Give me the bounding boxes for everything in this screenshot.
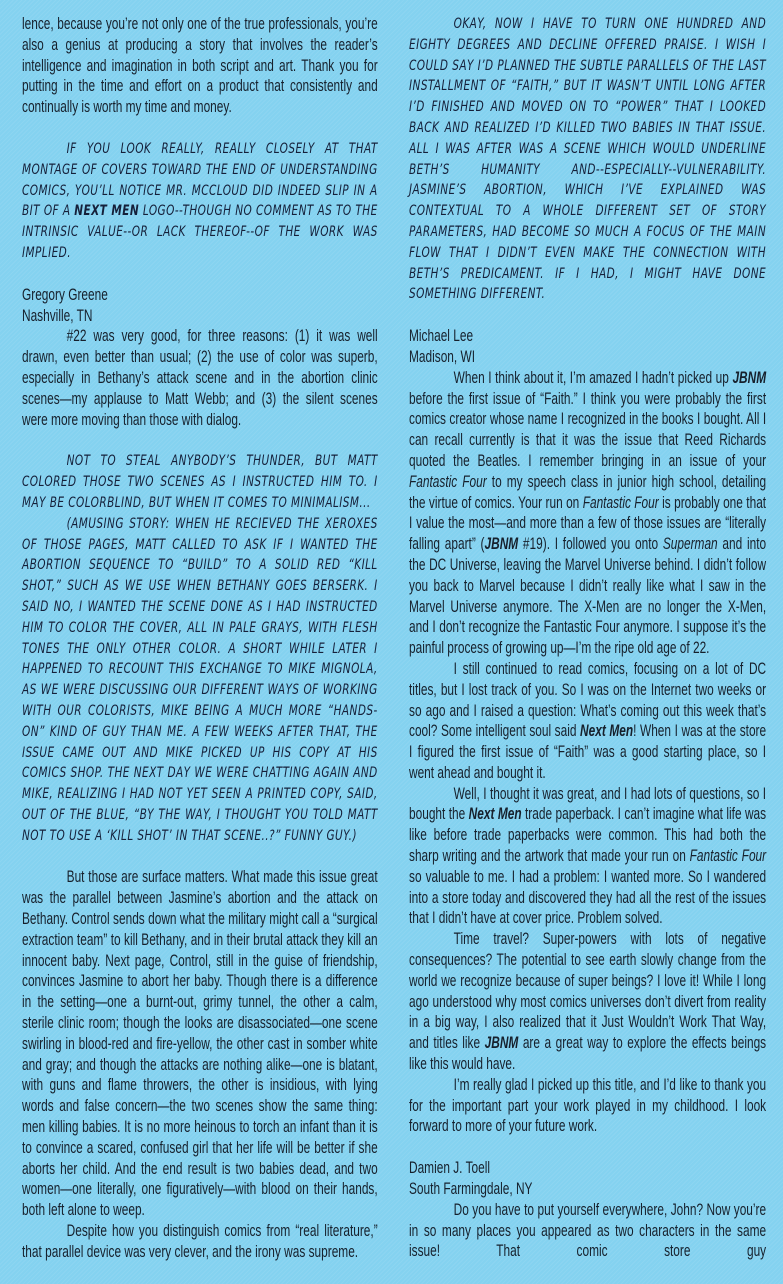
paragraph-text: so valuable to me. I had a problem: I wanted more. So I wandered into a store today and discovered they had all the rest of the issues that I didn’t have at cover price. Problem solved. xyxy=(409,867,767,928)
letter-paragraph xyxy=(409,784,766,930)
editor-reply-paragraph xyxy=(22,451,378,513)
paragraph-text: NOT TO STEAL ANYBODY’S THUNDER, BUT MATT COLORED THOSE TWO SCENES AS I INSTRUCTED HIM TO. I MAY BE COLORBLIND, BUT WHEN IT COMES TO MINIMALISM... xyxy=(22,452,378,511)
author-name: Michael Lee xyxy=(409,327,474,346)
author-name: Gregory Greene xyxy=(22,285,108,304)
editor-reply-paragraph xyxy=(409,14,766,305)
left-column xyxy=(22,14,378,1284)
paragraph-text: #19). I followed you onto xyxy=(518,535,663,554)
letter-paragraph xyxy=(22,326,378,430)
bold-title-text: JBNM xyxy=(484,1034,519,1053)
paragraph-text: Time travel? Super-powers with lots of negative consequences? The potential to see earth slowly change from the world we recognize because of super beings? I love it! While I long ago understood why most comics universes don’t divert from reality in a big way, I also realized that it Just Wouldn’t Work That Way, and titles like xyxy=(409,930,767,1053)
bold-title-text: Next Men xyxy=(468,805,522,824)
bold-title-text: JBNM xyxy=(484,535,519,554)
paragraph-text: before the first issue of “Faith.” I think you were probably the first comics creator whose name I recognized in the books I bought. All I can recall currently is that it was the issue that Reed Richards quoted the Beatles. I remember bringing in an issue of your xyxy=(409,389,767,470)
italic-title-text: Fantastic Four xyxy=(689,847,767,866)
paragraph-text: I still continued to read comics, focusing on a lot of DC titles, but I lost track of you. So I was on the Internet two weeks or so ago and I raised a question: What’s coming out this week that’s cool? Some intelligent soul said xyxy=(409,659,767,741)
italic-title-text: Superman xyxy=(662,535,718,554)
letter-paragraph xyxy=(409,1200,766,1262)
letter-paragraph xyxy=(409,659,766,784)
paragraph-text: are a great way to explore the effects beings like this would have. xyxy=(409,1034,767,1074)
author-location: South Farmingdale, NY xyxy=(409,1180,533,1199)
paragraph-text: But those are surface matters. What made this issue great was the parallel between Jasmine’s abortion and the attack on Bethany. Control sends down what the military might call a “surgical extraction team” to kill Bethany, and in their brutal attack they kill an innocent baby. Next page, Control, still in the guise of friendship, convinces Jasmine to abort her baby. Though there is a difference in the setting—one a burnt-out, grimy tunnel, the other a calm, sterile clinic room; though the looks are disassociated—one scene swirling in blood-red and fire-yellow, the other cast in somber white and gray; and though the attacks are nothing alike—one is blatant, with guns and flame throwers, the other is insidious, with lying words and false concern—the two scenes show the same thing: men killing babies. It is no more heinous to torch an infant than it is to convince a scared, confused girl that her life will be better if she aborts her child. And the end result is two babies dead, and two women—one literally, one figuratively—with blood on their hands, both left alone to weep. xyxy=(22,868,378,1220)
paragraph-text: Despite how you distinguish comics from “real literature,” that parallel device was very clever, and the irony was supreme. xyxy=(22,1222,378,1261)
italic-title-text: NOT xyxy=(22,826,46,844)
letter-paragraph xyxy=(409,1075,766,1137)
paragraph-text: Do you have to put yourself everywhere, John? Now you’re in so many places you appeared as two characters in the same issue! That comic store guy xyxy=(409,1200,767,1261)
letter-paragraph xyxy=(22,867,378,1221)
right-column xyxy=(409,14,766,1283)
bold-title-text: NEXT MEN xyxy=(74,202,140,220)
author-name: Damien J. Toell xyxy=(409,1159,490,1178)
paragraph-text: Well, I thought it was great, and I had lots of questions, so I bought the xyxy=(409,784,767,824)
letter-paragraph xyxy=(22,1221,378,1263)
author-location: Nashville, TN xyxy=(22,306,93,325)
letter-signature xyxy=(22,285,378,327)
bold-title-text: JBNM xyxy=(732,368,767,387)
paragraph-text: When I think about it, I’m amazed I hadn’t picked up xyxy=(453,368,733,387)
paragraph-text: , YOU’LL NOTICE MR. MCCLOUD DID INDEED SLIP IN A BIT OF A xyxy=(22,181,378,220)
paragraph-text: I’m really glad I picked up this title, and I’d like to thank you for the important part your work played in my childhood. I look forward to more of your future work. xyxy=(409,1075,767,1136)
italic-title-text: Fantastic Four xyxy=(582,493,659,512)
paragraph-text: (AMUSING STORY: WHEN HE RECIEVED THE XEROXES OF THOSE PAGES, MATT CALLED TO ASK IF I WANTED THE ABORTION SEQUENCE TO “BUILD” TO A SOLID RED “KILL SHOT,” SUCH AS WE USE WHEN BETHANY GOES BERSERK. I SAID NO, I WANTED THE SCENE DONE AS I HAD INSTRUCTED HIM TO COLOR THE COVER, ALL IN PALE GRAYS, WITH FLESH TONES THE ONLY OTHER COLOR. A SHORT WHILE LATER I HAPPENED TO RECOUNT THIS EXCHANGE TO MIKE MIGNOLA, AS WE WERE DISCUSSING OUR DIFFERENT WAYS OF WORKING WITH OUR COLORISTS, MIKE BEING A MUCH MORE “HANDS-ON” KIND OF GUY THAN ME. A FEW WEEKS AFTER THAT, THE ISSUE CAME OUT AND MIKE PICKED UP HIS COPY AT HIS COMICS SHOP. THE NEXT DAY WE WERE CHATTING AGAIN AND MIKE, REALIZING I HAD NOT YET SEEN A PRINTED COPY, SAID, OUT OF THE BLUE, “BY THE WAY, I THOUGHT YOU TOLD MATT xyxy=(22,514,378,823)
paragraph-text: TO USE A ‘KILL SHOT’ IN THAT SCENE..?” FUNNY GUY.) xyxy=(45,826,357,844)
paragraph-text: IF YOU LOOK REALLY, REALLY CLOSELY AT THAT MONTAGE OF COVERS TOWARD THE END OF xyxy=(22,139,378,178)
editor-reply-paragraph xyxy=(22,139,378,264)
letter-signature xyxy=(409,326,766,368)
paragraph-text: ! When I was at the store I figured the first issue of “Faith” was a good starting place, so I went ahead and bought it. xyxy=(409,722,767,782)
italic-title-text: Fantastic Four xyxy=(409,472,487,491)
author-location: Madison, WI xyxy=(409,347,476,366)
paragraph-text: is probably one that I value the most—and more than a few of those issues are “literally falling apart” ( xyxy=(409,493,767,554)
paragraph-text: #22 was very good, for three reasons: (1) it was well drawn, even better than usual; (2) the use of color was superb, especially in Bethany’s attack scene and in the abortion clinic scenes—my applause to Matt Webb; and (3) the silent scenes were more moving than those with dialog. xyxy=(22,327,378,429)
paragraph-text: to my speech class in junior high school, detailing the virtue of comics. Your run on xyxy=(409,472,767,512)
paragraph-text: trade paperback. I can’t imagine what life was like before trade paperbacks were common. This had both the sharp writing and the artwork that made your run on xyxy=(409,805,767,866)
letter-paragraph xyxy=(409,368,766,659)
letter-paragraph xyxy=(22,14,378,118)
paragraph-text: OKAY, NOW I HAVE TO TURN ONE HUNDRED AND EIGHTY DEGREES AND DECLINE OFFERED PRAISE. I WISH I COULD SAY I’D PLANNED THE SUBTLE PARALLELS OF THE LAST INSTALLMENT OF “FAITH,” BUT IT WASN’T UNTIL LONG AFTER I’D FINISHED AND MOVED ON TO “POWER” THAT I LOOKED BACK AND REALIZED I’D KILLED TWO BABIES IN THAT ISSUE. ALL I WAS AFTER WAS A SCENE WHICH WOULD UNDERLINE BETH’S HUMANITY AND--ESPECIALLY--VULNERABILITY. JASMINE’S ABORTION, WHICH I’VE EXPLAINED WAS CONTEXTUAL TO A WHOLE DIFFERENT SET OF STORY PARAMETERS, HAD BECOME SO MUCH A FOCUS OF THE MAIN FLOW THAT I DIDN’T EVEN MAKE THE CONNECTION WITH BETH’S PREDICAMENT. IF I HAD, I MIGHT HAVE DONE SOMETHING DIFFERENT. xyxy=(409,15,767,303)
letter-signature xyxy=(409,1158,766,1200)
paragraph-text: LOGO--THOUGH NO COMMENT AS TO THE INTRINSIC VALUE--OR LACK THEREOF--OF THE WORK WAS IMPLIED. xyxy=(22,202,378,261)
italic-title-text: UNDERSTANDING COMICS xyxy=(22,160,378,199)
paragraph-text: and into the DC Universe, leaving the Marvel Universe behind. I didn’t follow you back to Marvel because I didn’t really like what I saw in the Marvel Universe anymore. The X-Men are no longer the X-Men, and I don’t recognize the Fantastic Four anymore. I suppose it’s the painful process of growing up—I’m the ripe old age of 22. xyxy=(409,535,767,658)
bold-title-text: Next Men xyxy=(580,722,634,741)
letter-paragraph xyxy=(409,929,766,1075)
editor-reply-paragraph xyxy=(22,514,378,847)
paragraph-text: lence, because you’re not only one of the true professionals, you’re also a genius at producing a story that involves the reader’s intelligence and imagination in both script and art. Thank you for putting in the time and effort on a product that consistently and continually is worth my time and money. xyxy=(22,15,378,117)
